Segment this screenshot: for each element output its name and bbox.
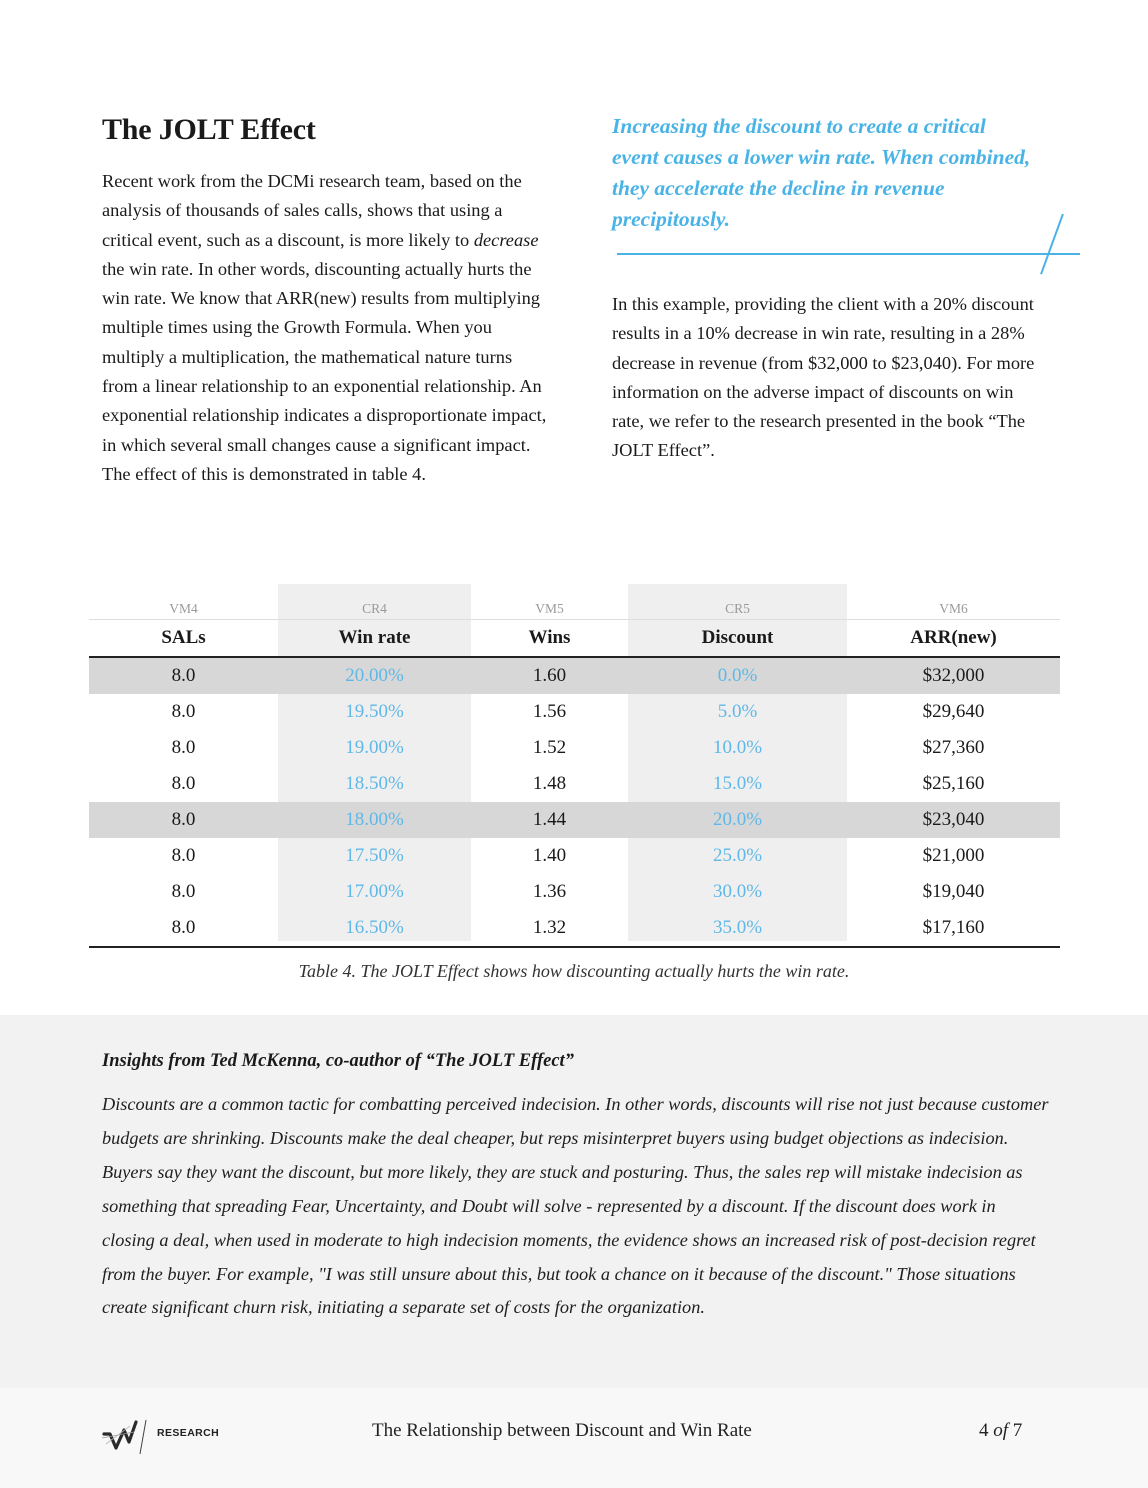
win-rate-cell: 17.00% bbox=[345, 880, 404, 902]
column-header: Discount bbox=[628, 619, 847, 657]
arr-cell: $32,000 bbox=[847, 657, 1060, 694]
table-row bbox=[89, 874, 1060, 910]
column-code: VM5 bbox=[471, 584, 628, 619]
win-rate-cell: 16.50% bbox=[278, 910, 471, 947]
discount-cell: 5.0% bbox=[717, 700, 758, 722]
discount-cell: 35.0% bbox=[628, 910, 847, 947]
page-title: The JOLT Effect bbox=[102, 113, 316, 146]
research-logo bbox=[100, 1412, 220, 1458]
sals-cell: 8.0 bbox=[89, 910, 278, 947]
discount-cell: 25.0% bbox=[712, 844, 763, 866]
win-rate-cell: 19.00% bbox=[345, 736, 404, 758]
example-paragraph: In this example, providing the client with a 20% discount results in a 10% decrease in win rate, resulting in a 28% decrease in revenue (from $32,000 to $23,040). For more information on the adverse impact of discounts on win rate, we refer to the research presented in the book “The JOLT Effect”. bbox=[612, 294, 1035, 461]
discount-cell: 0.0% bbox=[628, 657, 847, 694]
sals-cell: 8.0 bbox=[89, 802, 278, 838]
column-header: SALs bbox=[89, 619, 278, 657]
arr-cell: $21,000 bbox=[922, 844, 985, 866]
insights-title: Insights from Ted McKenna, co-author of “The JOLT Effect” bbox=[102, 1051, 574, 1071]
arr-cell: $17,160 bbox=[847, 910, 1060, 947]
table-row bbox=[89, 802, 1060, 838]
page-current: 4 bbox=[979, 1420, 989, 1441]
pull-quote-slash bbox=[1040, 214, 1063, 275]
footer-title: The Relationship between Discount and Win Rate bbox=[372, 1420, 752, 1441]
column-header: ARR(new) bbox=[847, 619, 1060, 657]
win-rate-cell: 18.50% bbox=[345, 772, 404, 794]
wins-cell: 1.60 bbox=[471, 657, 628, 694]
sals-cell: 8.0 bbox=[89, 657, 278, 694]
table-row bbox=[89, 730, 1060, 766]
jolt-table-container bbox=[89, 584, 1060, 948]
pull-quote-rule bbox=[617, 253, 1080, 255]
intro-emphasis: decrease bbox=[473, 229, 539, 250]
column-code: CR4 bbox=[278, 584, 471, 619]
table-code-row bbox=[89, 584, 1060, 619]
page-of: of bbox=[993, 1420, 1009, 1441]
page-footer bbox=[0, 1388, 1148, 1488]
win-rate-cell: 18.00% bbox=[278, 802, 471, 838]
insights-body: Discounts are a common tactic for combatting perceived indecision. In other words, discounts will rise not just because customer budgets are shrinking. Discounts make the deal cheaper, but reps misinterpret buyers using budget objections as indecision. Buyers say they want the discount, but more likely, they are stuck and posturing. Thus, the sales rep will mistake indecision as something that spreading Fear, Uncertainty, and Doubt will solve - represented by a discount. If the discount does work in closing a deal, when used in moderate to high indecision moments, the evidence shows an increased risk of post-decision regret from the buyer. For example, "I was still unsure about this, but took a chance on it because of the discount." Those situations create significant churn risk, initiating a separate set of costs for the organization. bbox=[102, 1094, 1049, 1318]
win-rate-cell: 19.50% bbox=[345, 700, 404, 722]
table-caption: Table 4. The JOLT Effect shows how discounting actually hurts the win rate. bbox=[298, 961, 850, 981]
sals-cell: 8.0 bbox=[171, 700, 196, 722]
logo-text: RESEARCH bbox=[157, 1427, 220, 1439]
arr-cell: $27,360 bbox=[922, 736, 985, 758]
wins-cell: 1.40 bbox=[532, 844, 567, 866]
discount-cell: 15.0% bbox=[712, 772, 763, 794]
wins-cell: 1.44 bbox=[471, 802, 628, 838]
page-number bbox=[979, 1420, 1022, 1442]
table-row bbox=[89, 657, 1060, 694]
wins-cell: 1.48 bbox=[532, 772, 567, 794]
sals-cell: 8.0 bbox=[171, 772, 196, 794]
arr-cell: $23,040 bbox=[847, 802, 1060, 838]
sals-cell: 8.0 bbox=[171, 880, 196, 902]
discount-cell: 10.0% bbox=[712, 736, 763, 758]
wins-cell: 1.32 bbox=[471, 910, 628, 947]
wins-cell: 1.36 bbox=[532, 880, 567, 902]
pull-quote: Increasing the discount to create a critical event causes a lower win rate. When combined, they accelerate the decline in revenue precipitously. bbox=[612, 114, 1031, 231]
win-rate-cell: 20.00% bbox=[278, 657, 471, 694]
column-code: VM6 bbox=[847, 584, 1060, 619]
intro-text-start: Recent work from the DCMi research team, based on the analysis of thousands of sales calls, shows that using a critical event, such as a discount, is more likely to bbox=[102, 171, 522, 250]
wins-cell: 1.56 bbox=[532, 700, 567, 722]
wins-cell: 1.52 bbox=[532, 736, 567, 758]
jolt-effect-table bbox=[89, 584, 1060, 948]
discount-cell: 30.0% bbox=[712, 880, 763, 902]
table-row bbox=[89, 910, 1060, 947]
sals-cell: 8.0 bbox=[171, 736, 196, 758]
page-total: 7 bbox=[1012, 1420, 1023, 1441]
w-research-logo-icon bbox=[100, 1412, 160, 1458]
column-header: Win rate bbox=[278, 619, 471, 657]
table-header-row bbox=[89, 619, 1060, 657]
insights-section bbox=[0, 1015, 1148, 1388]
arr-cell: $25,160 bbox=[922, 772, 985, 794]
table-row bbox=[89, 766, 1060, 802]
column-code: CR5 bbox=[628, 584, 847, 619]
table-row bbox=[89, 694, 1060, 730]
sals-cell: 8.0 bbox=[171, 844, 196, 866]
arr-cell: $29,640 bbox=[922, 700, 985, 722]
intro-text-end: the win rate. In other words, discounting actually hurts the win rate. We know that ARR(new) results from multiplying multiple times using the Growth Formula. When you multiply a multiplication, the mathematical nature turns from a linear relationship to an exponential relationship. An exponential relationship indicates a disproportionate impact, in which several small changes cause a significant impact. The effect of this is demonstrated in table 4. bbox=[102, 258, 547, 484]
column-header: Wins bbox=[471, 619, 628, 657]
arr-cell: $19,040 bbox=[922, 880, 985, 902]
discount-cell: 20.0% bbox=[628, 802, 847, 838]
win-rate-cell: 17.50% bbox=[345, 844, 404, 866]
table-row bbox=[89, 838, 1060, 874]
intro-paragraph bbox=[102, 167, 547, 489]
column-code: VM4 bbox=[89, 584, 278, 619]
